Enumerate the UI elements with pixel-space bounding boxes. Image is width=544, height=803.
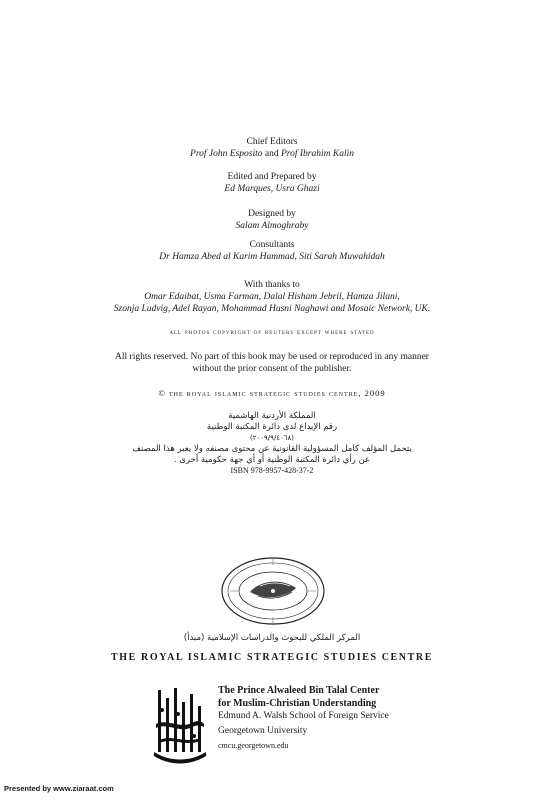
chief-editors-heading: Chief Editors — [246, 137, 298, 147]
cmcu-title-line-2: for Muslim-Christian Understanding — [218, 698, 377, 709]
arabic-line-2: رقم الإيداع لدى دائرة المكتبة الوطنية — [206, 422, 338, 432]
rights-line-2: without the prior consent of the publisher. — [192, 364, 352, 374]
consultants-heading: Consultants — [249, 240, 295, 250]
chief-editor-b: Prof Ibrahim Kalin — [280, 149, 354, 159]
chief-editors-names — [0, 148, 544, 160]
thanks-line-1: Omar Edaibat, Usma Farman, Dalal Hisham Jebril, Hamza Jilani, — [144, 292, 400, 302]
arabic-line-5: عن رأي دائرة المكتبة الوطنية أو أي جهة حكومية أخرى . — [173, 455, 371, 465]
edited-names: Ed Marques, Usra Ghazi — [224, 184, 320, 194]
calligraphy-logo-icon — [150, 684, 208, 764]
rights-line-1: All rights reserved. No part of this book may be used or reproduced in any manner — [115, 352, 429, 362]
edited-heading: Edited and Prepared by — [227, 172, 317, 182]
centre-english-name: THE ROYAL ISLAMIC STRATEGIC STUDIES CENTRE — [111, 652, 433, 663]
chief-editor-a: Prof John Esposito — [190, 149, 263, 159]
photos-note: all photos copyright of reuters except where stated — [169, 327, 375, 336]
cmcu-title-line-1: The Prince Alwaleed Bin Talal Center — [218, 685, 380, 696]
consultants-names: Dr Hamza Abed al Karim Hammad, Siti Sarah Muwahidah — [159, 252, 385, 262]
isbn: ISBN 978-9957-428-37-2 — [230, 466, 314, 475]
arabic-line-1: المملكة الأردنية الهاشمية — [228, 411, 316, 421]
designed-heading: Designed by — [248, 209, 296, 219]
presented-by-footer[interactable]: Presented by www.ziaraat.com — [4, 784, 114, 793]
thanks-line-2: Szonja Ludvig, Adel Rayan, Mohammad Husni Naghawi and Mosaic Network, UK. — [113, 304, 431, 314]
arabic-line-4: يتحمل المؤلف كامل المسؤولية القانونية عن محتوى مصنفه ولا يعبر هذا المصنف — [132, 444, 412, 454]
cmcu-university: Georgetown University — [218, 726, 308, 736]
arabic-line-3: (٢٠٠٩/٩/٤٠٦٨) — [249, 434, 295, 442]
designed-names: Salam Almoghraby — [235, 221, 309, 231]
cmcu-school: Edmund A. Walsh School of Foreign Service — [218, 711, 389, 721]
seal-emblem-icon — [220, 556, 326, 626]
cmcu-url[interactable]: cmcu.georgetown.edu — [218, 741, 289, 750]
cmcu-block — [150, 684, 410, 764]
copyright-line: © the royal islamic strategic studies centre, 2009 — [158, 388, 386, 398]
cmcu-text — [218, 684, 389, 752]
arabic-legal-block — [0, 411, 544, 466]
thanks-heading: With thanks to — [244, 280, 300, 290]
centre-arabic-name: المركز الملكي للبحوث والدراسات الإسلامية (مبدأ) — [183, 633, 361, 643]
chief-editors-and: and — [262, 149, 281, 159]
